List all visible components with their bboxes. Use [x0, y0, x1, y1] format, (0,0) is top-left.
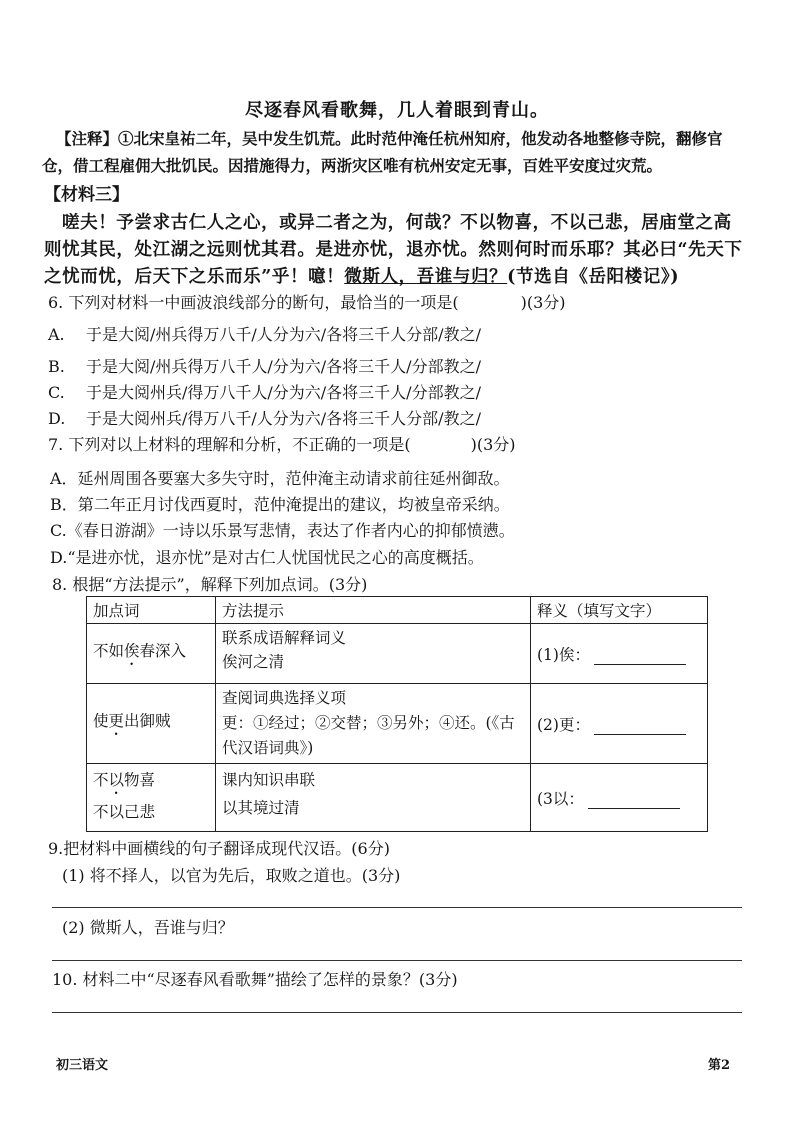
dotted-word-cell — [87, 764, 216, 832]
answer-label: (1)俟： — [537, 645, 590, 664]
option-text: 于是大阅/州兵得万八千/人分为六/各将三千人分部/教之/ — [86, 325, 481, 344]
answer-blank-8-3[interactable] — [588, 790, 680, 809]
answer-cell — [531, 684, 708, 764]
material-three-line-2: 则忧其民，处江湖之远则忧其君。是进亦忧，退亦忧。然则何时而乐耶？其必曰“先天下 — [44, 240, 743, 260]
method-line: 课内知识串联 — [222, 771, 316, 789]
option-text: 于是大阅/州兵得万八千人/分为六/各将三千人/分部教之/ — [86, 357, 481, 376]
q6-option-a[interactable] — [48, 322, 481, 345]
question-7-text: 7. 下列对以上材料的理解和分析，不正确的一项是( — [48, 435, 411, 454]
question-9-stem: 9.把材料中画横线的句子翻译成现代汉语。(6分) — [48, 839, 390, 858]
annotation-line-2: 仓，借工程雇佣大批饥民。因措施得力，两浙灾区唯有杭州安定无事，百姓平安度过灾荒。 — [42, 156, 663, 175]
method-cell — [216, 764, 531, 832]
question-7-score: )(3分) — [470, 435, 516, 454]
word-line — [93, 766, 209, 798]
dotted-char: 俟 — [124, 641, 140, 660]
answer-blank-8-2[interactable] — [594, 716, 686, 735]
dotted-char: 以 — [108, 771, 125, 789]
dotted-word-cell — [87, 624, 216, 684]
answer-cell — [531, 764, 708, 832]
answer-line-10[interactable] — [52, 1012, 742, 1013]
q7-option-a[interactable]: A．延州周围各要塞大多失守时，范仲淹主动请求前往延州御敌。 — [50, 469, 510, 488]
question-7-stem — [48, 432, 516, 455]
header-method-hint: 方法提示 — [216, 597, 531, 624]
footer-page-number: 第2 — [708, 1058, 731, 1073]
material-three-line-3 — [44, 263, 679, 288]
word-part: 不 — [93, 771, 109, 789]
option-letter: C. — [48, 383, 65, 402]
method-line: 俟河之清 — [222, 653, 285, 671]
material-three-title: 【材料三】 — [44, 185, 129, 205]
annotation-line-1 — [56, 127, 723, 149]
dotted-word-cell — [87, 684, 216, 764]
word-part: 出御贼 — [124, 711, 171, 730]
method-line: 代汉语词典》) — [222, 739, 314, 757]
question-10-stem: 10. 材料二中“尽逐春风看歌舞”描绘了怎样的景象？(3分) — [52, 970, 458, 989]
word-part: 不如 — [93, 641, 125, 660]
word-part: 春深入 — [139, 641, 187, 660]
question-6-stem — [48, 290, 566, 313]
table-header-row — [87, 597, 708, 624]
vocabulary-table — [86, 596, 708, 832]
source-note: (节选自《岳阳楼记》) — [507, 267, 680, 287]
q7-option-b[interactable]: B．第二年正月讨伐西夏时，范仲淹提出的建议，均被皇帝采纳。 — [50, 495, 510, 514]
option-text: 于是大阅州兵/得万八千/人分为六/各将三千人分部/教之/ — [86, 409, 481, 428]
option-letter: B. — [48, 357, 65, 376]
underlined-sentence: 微斯人，吾谁与归？ — [344, 267, 508, 287]
header-meaning: 释义（填写文字） — [531, 597, 708, 624]
table-row — [87, 624, 708, 684]
annotation-text-1: ①北宋皇祐二年，吴中发生饥荒。此时范仲淹任杭州知府，他发动各地整修寺院，翻修官 — [118, 129, 723, 148]
header-dotted-word: 加点词 — [87, 597, 216, 624]
answer-label: (2)更： — [537, 715, 590, 734]
q6-option-d[interactable] — [48, 406, 481, 429]
answer-line-9-2[interactable] — [52, 960, 742, 961]
answer-cell — [531, 624, 708, 684]
q6-option-c[interactable] — [48, 380, 481, 403]
q6-option-b[interactable] — [48, 354, 481, 377]
material-three-line-3-start: 之忧而忧，后天下之乐而乐”乎！噫！ — [44, 267, 345, 287]
poem-closing-line: 尽逐春风看歌舞，几人着眼到青山。 — [245, 100, 549, 121]
answer-label: (3以： — [537, 789, 584, 808]
method-line: 以其境过清 — [222, 799, 300, 817]
table-row — [87, 764, 708, 832]
method-line: 更：①经过；②交替；③另外；④还。(《古 — [222, 714, 515, 732]
q7-option-d[interactable]: D.“是进亦忧，退亦忧”是对古仁人忧国忧民之心的高度概括。 — [50, 548, 484, 567]
question-6-score: )(3分) — [520, 293, 566, 312]
dotted-char: 更 — [108, 711, 125, 730]
option-letter: A. — [48, 325, 65, 344]
question-9-part-1: (1) 将不择人，以官为先后，取败之道也。(3分) — [62, 866, 401, 885]
method-cell — [216, 624, 531, 684]
method-cell — [216, 684, 531, 764]
table-row — [87, 684, 708, 764]
answer-blank-8-1[interactable] — [594, 646, 686, 665]
word-part: 使 — [93, 711, 109, 730]
footer-subject: 初三语文 — [56, 1058, 109, 1073]
option-text: 于是大阅州兵/得万八千人/分为六/各将三千人/分部教之/ — [86, 383, 481, 402]
option-letter: D. — [48, 409, 66, 428]
answer-line-9-1[interactable] — [52, 907, 742, 908]
word-part: 物喜 — [124, 771, 156, 789]
method-line: 查阅词典选择义项 — [222, 689, 347, 707]
question-9-part-2: (2) 微斯人，吾谁与归？ — [62, 918, 234, 937]
material-three-line-1: 嗟夫！予尝求古仁人之心，或异二者之为，何哉？不以物喜，不以己悲，居庙堂之高 — [62, 213, 732, 233]
annotation-label: 【注释】 — [56, 129, 119, 148]
question-6-text: 6. 下列对材料一中画波浪线部分的断句，最恰当的一项是( — [48, 293, 459, 312]
word-line: 不以己悲 — [93, 803, 156, 821]
method-line: 联系成语解释词义 — [222, 629, 347, 647]
q7-option-c[interactable]: C.《春日游湖》一诗以乐景写悲情，表达了作者内心的抑郁愤懑。 — [50, 521, 515, 540]
question-8-stem: 8. 根据“方法提示”，解释下列加点词。(3分) — [52, 575, 368, 594]
